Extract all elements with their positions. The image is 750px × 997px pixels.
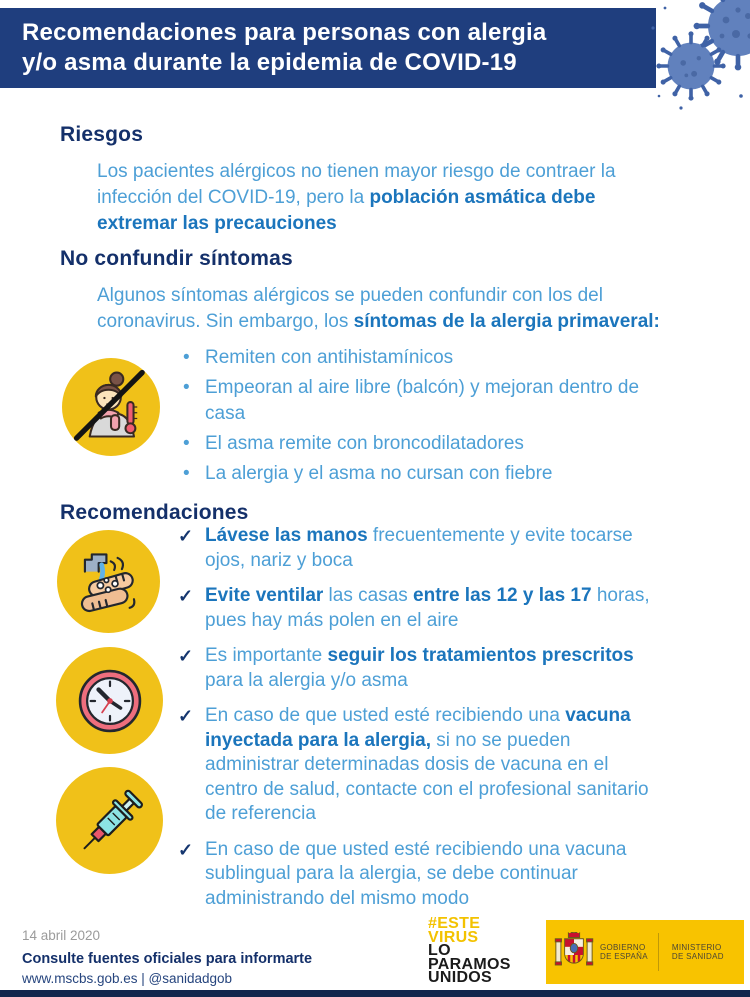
list-item-text: El asma remite con broncodilatadores: [205, 433, 524, 454]
ministry-label: [666, 943, 724, 962]
list-item: [178, 704, 656, 827]
list-item-text: Lávese las manos frecuentemente y evite tocarse ojos, nariz y boca: [205, 525, 633, 571]
spain-coat-of-arms-icon: [554, 925, 594, 980]
bottom-bar: [0, 990, 750, 997]
page-title: [22, 18, 656, 78]
recommendation-list: [178, 524, 656, 922]
government-line: DE ESPAÑA: [600, 952, 648, 961]
symptom-list: [183, 345, 669, 491]
list-item: [178, 644, 656, 693]
check-icon: ✓: [178, 646, 194, 666]
list-item-text: Evite ventilar las casas entre las 12 y las 17 horas, pues hay más polen en el aire: [205, 585, 650, 631]
section-heading-recomendaciones: Recomendaciones: [60, 501, 249, 525]
syringe-icon: [56, 767, 163, 874]
campaign-line: PARAMOS: [428, 955, 511, 973]
government-logo: [546, 920, 744, 984]
list-item: [183, 431, 669, 457]
list-item-text: Remiten con antihistamínicos: [205, 347, 454, 368]
list-item: [183, 375, 669, 427]
check-icon: ✓: [178, 839, 194, 860]
page-title-line1: Recomendaciones para personas con alergia: [22, 19, 547, 46]
list-item: [178, 838, 656, 912]
bullet-icon: •: [183, 347, 190, 368]
no-fever-person-icon: [62, 358, 160, 456]
list-item: [178, 584, 656, 633]
sintomas-paragraph: Algunos síntomas alérgicos se pueden confundir con los del coronavirus. Sin embargo, los síntomas de la alergia primaveral:: [97, 285, 660, 332]
list-item-text: En caso de que usted esté recibiendo una vacuna sublingual para la alergia, se debe continuar administrando del mismo modo: [205, 838, 627, 909]
page-title-line2: y/o asma durante la epidemia de COVID-19: [22, 49, 517, 76]
clock-icon: [56, 647, 163, 754]
list-item-text: Empeoran al aire libre (balcón) y mejoran dentro de casa: [205, 377, 640, 424]
ministry-line: DE SANIDAD: [671, 952, 724, 961]
campaign-line: UNIDOS: [428, 969, 493, 986]
bullet-icon: •: [183, 377, 190, 398]
section-heading-sintomas: No confundir síntomas: [60, 247, 293, 271]
logo-divider: [658, 933, 659, 971]
footer-date: 14 abril 2020: [22, 928, 101, 943]
coronavirus-icon: [645, 0, 750, 118]
campaign-line: #ESTE: [428, 915, 481, 932]
list-item-text: Es importante seguir los tratamientos prescritos para la alergia y/o asma: [205, 645, 634, 691]
list-item-text: La alergia y el asma no cursan con fiebre: [205, 463, 553, 484]
list-item-text: En caso de que usted esté recibiendo una vacuna inyectada para la alergia, si no se pueden administrar determinadas dosis de vacuna en el centro de salud, contacte con el profesional sanitario de referencia: [205, 705, 649, 824]
list-item: [183, 345, 669, 371]
government-line: GOBIERNO: [600, 942, 646, 952]
check-icon: ✓: [178, 526, 194, 546]
bullet-icon: •: [183, 433, 190, 454]
list-item: [178, 524, 656, 573]
footer-links[interactable]: www.mscbs.gob.es | @sanidadgob: [22, 971, 233, 986]
hand-washing-icon: [57, 530, 160, 633]
list-item: [183, 461, 669, 487]
check-icon: ✓: [178, 586, 194, 606]
riesgos-paragraph: Los pacientes alérgicos no tienen mayor riesgo de contraer la infección del COVID-19, pero la población asmática debe extremar las precauciones: [97, 161, 616, 234]
campaign-logo: [428, 917, 538, 985]
section-heading-riesgos: Riesgos: [60, 123, 144, 147]
government-label: [594, 943, 648, 962]
header-banner: [0, 8, 656, 88]
campaign-line: VIRUS: [428, 928, 479, 946]
bullet-icon: •: [183, 463, 190, 484]
ministry-line: MINISTERIO: [671, 942, 722, 952]
check-icon: ✓: [178, 706, 194, 726]
footer-advice: Consulte fuentes oficiales para informarte: [22, 951, 313, 967]
campaign-line: LO: [428, 942, 451, 959]
